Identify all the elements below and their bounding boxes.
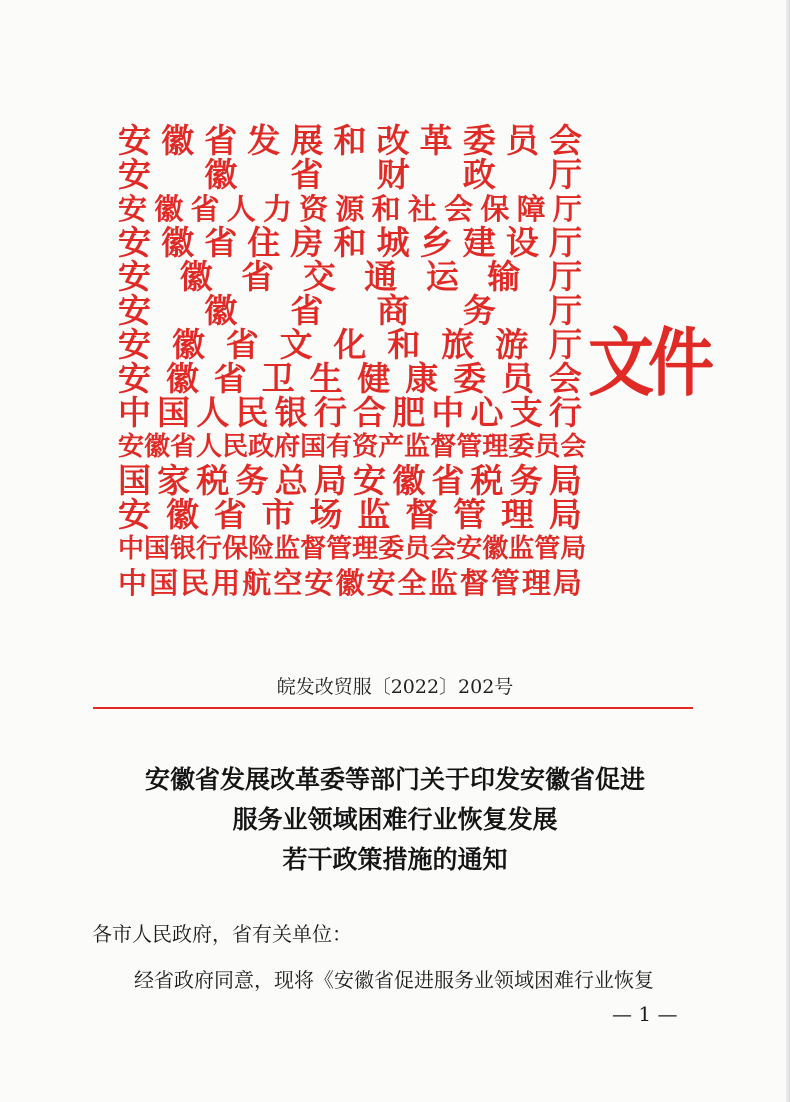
- issuer-char: 支: [509, 393, 543, 432]
- issuer-char: 务: [235, 461, 269, 500]
- issuer-char: 通: [364, 257, 398, 296]
- issuer-char: 人: [226, 192, 256, 226]
- issuer-char: 化: [333, 325, 367, 364]
- issuer-char: 用: [211, 566, 241, 600]
- issuer-char: 建: [462, 223, 496, 262]
- issuer-char: 委: [508, 432, 535, 462]
- issuer-char: 会: [444, 192, 474, 226]
- page-number: — 1 —: [612, 1002, 678, 1026]
- issuer-char: 保: [222, 534, 249, 564]
- issuer-char: 全: [397, 566, 427, 600]
- issuer-char: 理: [482, 432, 509, 462]
- issuer-char: 厅: [552, 192, 582, 226]
- issuer-char: 和: [387, 325, 421, 364]
- issuer-char: 市: [261, 495, 295, 534]
- issuer-char: 政: [248, 432, 275, 462]
- issuer-char: 监: [508, 534, 535, 564]
- issuer-char: 安: [353, 461, 387, 500]
- issuer-char: 险: [248, 534, 275, 564]
- title-line: 服务业领域困难行业恢复发展: [232, 805, 558, 834]
- issuer-char: 徽: [165, 359, 199, 398]
- issuer-line: [118, 532, 587, 566]
- issuer-char: 监: [428, 566, 458, 600]
- issuer-char: 住: [247, 223, 281, 262]
- issuer-char: 安: [118, 432, 145, 462]
- issuer-char: 政: [462, 155, 496, 194]
- document-title: [60, 760, 730, 880]
- issuer-char: 徽: [392, 461, 426, 500]
- issuer-char: 行: [548, 393, 582, 432]
- issuer-char: 徽: [335, 566, 365, 600]
- issuer-char: 卫: [261, 359, 295, 398]
- issuer-char: 安: [304, 566, 334, 600]
- issuer-char: 改: [376, 121, 410, 160]
- issuer-char: 徽: [154, 192, 184, 226]
- issuer-char: 税: [470, 461, 504, 500]
- issuer-char: 城: [376, 223, 410, 262]
- issuer-line: [118, 359, 582, 398]
- issuer-char: 和: [333, 121, 367, 160]
- issuer-block: [118, 121, 587, 600]
- issuer-char: 国: [300, 432, 327, 462]
- issuer-char: 设: [505, 223, 539, 262]
- issuer-char: 徽: [171, 325, 205, 364]
- issuer-char: 理: [352, 534, 379, 564]
- document-number: 皖发改贸服〔2022〕202号: [276, 676, 514, 698]
- issuer-char: 安: [118, 359, 151, 398]
- issuer-char: 徽: [204, 155, 238, 194]
- issuer-char: 力: [262, 192, 292, 226]
- issuer-char: 中: [118, 393, 151, 432]
- issuer-char: 航: [242, 566, 272, 600]
- issuer-char: 管: [534, 534, 561, 564]
- issuer-char: 员: [404, 534, 431, 564]
- issuer-char: 督: [300, 534, 327, 564]
- issuer-char: 厅: [548, 155, 582, 194]
- issuer-char: 革: [419, 121, 453, 160]
- issuer-char: 银: [274, 393, 308, 432]
- issuer-char: 局: [560, 534, 587, 564]
- issuer-char: 运: [425, 257, 459, 296]
- issuer-char: 省: [290, 155, 324, 194]
- issuer-char: 厅: [548, 223, 582, 262]
- issuer-char: 安: [118, 121, 151, 160]
- issuer-char: 民: [222, 432, 249, 462]
- issuer-line: [118, 566, 582, 600]
- issuer-char: 旅: [441, 325, 475, 364]
- scan-edge: [786, 0, 790, 1102]
- issuer-char: 空: [273, 566, 303, 600]
- issuer-char: 安: [118, 257, 151, 296]
- issuer-char: 乡: [419, 223, 453, 262]
- issuer-char: 心: [470, 393, 504, 432]
- issuer-char: 安: [118, 495, 151, 534]
- issuer-line: [118, 155, 582, 194]
- issuer-char: 管: [456, 432, 483, 462]
- issuer-line: [118, 461, 582, 500]
- issuer-char: 源: [335, 192, 365, 226]
- issuer-char: 徽: [204, 291, 238, 330]
- issuer-char: 国: [149, 566, 179, 600]
- issuer-line: [118, 325, 582, 364]
- red-separator-line: [93, 707, 693, 709]
- issuer-char: 文: [279, 325, 313, 364]
- issuer-char: 总: [274, 461, 308, 500]
- issuer-char: 游: [495, 325, 529, 364]
- issuer-char: 民: [235, 393, 269, 432]
- issuer-char: 理: [521, 566, 551, 600]
- issuer-char: 省: [213, 495, 247, 534]
- issuer-char: 场: [309, 495, 343, 534]
- issuer-char: 商: [376, 291, 410, 330]
- issuer-char: 徽: [161, 121, 195, 160]
- issuer-char: 行: [313, 393, 347, 432]
- issuer-char: 会: [560, 432, 587, 462]
- issuer-char: 府: [274, 432, 301, 462]
- salutation: 各市人民政府，省有关单位：: [92, 922, 352, 946]
- issuer-char: 监: [404, 432, 431, 462]
- issuer-char: 银: [170, 534, 197, 564]
- issuer-char: 交: [302, 257, 336, 296]
- issuer-char: 人: [196, 393, 230, 432]
- issuer-char: 监: [357, 495, 391, 534]
- issuer-char: 委: [378, 534, 405, 564]
- title-line: 若干政策措施的通知: [282, 845, 508, 874]
- issuer-char: 员: [505, 121, 539, 160]
- issuer-char: 厅: [549, 325, 582, 364]
- issuer-line: [118, 223, 582, 262]
- title-line: 安徽省发展改革委等部门关于印发安徽省促进: [144, 765, 645, 794]
- issuer-char: 国: [157, 393, 191, 432]
- issuer-line: [118, 393, 582, 432]
- issuer-char: 局: [548, 495, 582, 534]
- issuer-char: 有: [326, 432, 353, 462]
- issuer-line: [118, 495, 582, 534]
- issuer-char: 局: [552, 566, 582, 600]
- issuer-char: 输: [487, 257, 521, 296]
- issuer-char: 省: [170, 432, 197, 462]
- issuer-char: 中: [118, 534, 145, 564]
- issuer-char: 人: [196, 432, 223, 462]
- issuer-char: 管: [326, 534, 353, 564]
- issuer-char: 会: [548, 121, 582, 160]
- issuer-char: 产: [378, 432, 405, 462]
- issuer-char: 肥: [392, 393, 426, 432]
- issuer-char: 委: [462, 121, 496, 160]
- issuer-char: 健: [357, 359, 391, 398]
- issuer-char: 徽: [165, 495, 199, 534]
- issuer-char: 安: [118, 192, 148, 226]
- issuer-char: 省: [204, 223, 238, 262]
- issuer-char: 税: [196, 461, 230, 500]
- issuer-char: 省: [225, 325, 259, 364]
- issuer-char: 务: [462, 291, 496, 330]
- issuer-char: 厅: [548, 257, 582, 296]
- issuer-char: 省: [431, 461, 465, 500]
- issuer-char: 障: [516, 192, 546, 226]
- issuer-line: [118, 291, 582, 330]
- issuer-char: 会: [548, 359, 582, 398]
- issuer-char: 监: [274, 534, 301, 564]
- issuer-line: [118, 121, 582, 160]
- issuer-char: 督: [405, 495, 439, 534]
- issuer-char: 徽: [161, 223, 195, 262]
- issuer-char: 理: [501, 495, 534, 534]
- issuer-char: 民: [180, 566, 210, 600]
- issuer-line: [118, 192, 582, 226]
- issuer-char: 展: [290, 121, 324, 160]
- issuer-char: 和: [333, 223, 367, 262]
- issuer-char: 中: [431, 393, 465, 432]
- issuer-char: 康: [405, 359, 439, 398]
- issuer-char: 安: [118, 223, 151, 262]
- issuer-char: 生: [309, 359, 343, 398]
- issuer-char: 管: [453, 495, 487, 534]
- issuer-char: 安: [118, 155, 151, 194]
- issuer-char: 督: [459, 566, 489, 600]
- issuer-char: 委: [453, 359, 487, 398]
- issuer-char: 员: [534, 432, 561, 462]
- issuer-char: 和: [371, 192, 401, 226]
- issuer-char: 家: [157, 461, 191, 500]
- issuer-char: 徽: [482, 534, 509, 564]
- issuer-char: 管: [490, 566, 520, 600]
- issuer-char: 合: [353, 393, 387, 432]
- issuer-char: 国: [144, 534, 171, 564]
- issuer-char: 安: [456, 534, 483, 564]
- issuer-char: 发: [247, 121, 281, 160]
- issuer-char: 中: [118, 566, 148, 600]
- issuer-char: 资: [299, 192, 329, 226]
- issuer-char: 省: [213, 359, 247, 398]
- issuer-char: 安: [118, 291, 151, 330]
- issuer-char: 省: [190, 192, 220, 226]
- issuer-char: 厅: [548, 291, 582, 330]
- issuer-char: 员: [501, 359, 534, 398]
- issuer-char: 省: [241, 257, 275, 296]
- body-paragraph: 经省政府同意，现将《安徽省促进服务业领域困难行业恢复: [134, 968, 654, 992]
- issuer-char: 徽: [179, 257, 213, 296]
- issuer-char: 省: [204, 121, 238, 160]
- issuer-char: 保: [480, 192, 510, 226]
- issuer-line: [118, 257, 582, 296]
- issuer-char: 国: [118, 461, 151, 500]
- issuer-char: 资: [352, 432, 379, 462]
- issuer-char: 督: [430, 432, 457, 462]
- issuer-char: 局: [313, 461, 347, 500]
- issuer-char: 徽: [144, 432, 171, 462]
- document-label: 文件: [588, 319, 708, 407]
- issuer-char: 省: [290, 291, 324, 330]
- issuer-char: 财: [376, 155, 410, 194]
- issuer-char: 安: [118, 325, 151, 364]
- issuer-char: 安: [366, 566, 396, 600]
- issuer-char: 房: [290, 223, 324, 262]
- issuer-char: 务: [509, 461, 543, 500]
- issuer-char: 社: [407, 192, 437, 226]
- issuer-line: [118, 430, 587, 464]
- issuer-char: 行: [196, 534, 223, 564]
- issuer-char: 局: [548, 461, 582, 500]
- issuer-char: 会: [430, 534, 457, 564]
